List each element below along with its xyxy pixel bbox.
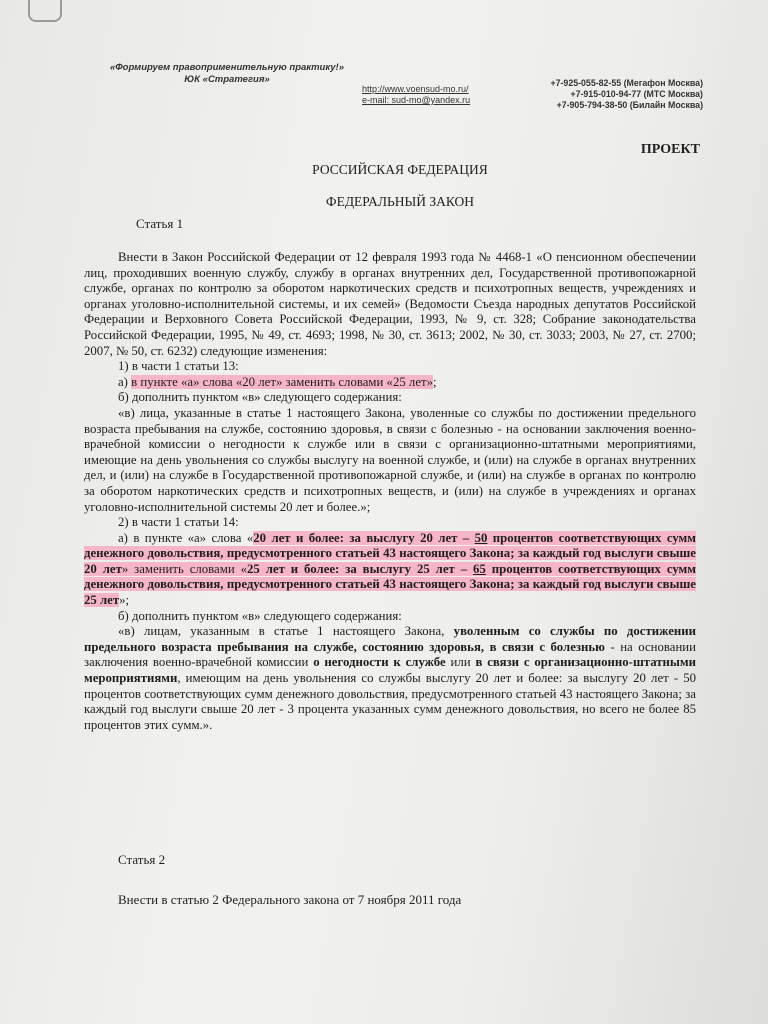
item-1b: б) дополнить пунктом «в» следующего содержания: (118, 390, 402, 405)
item-2a-t1: а) в пункте «а» слова « (118, 530, 254, 545)
item-2a-t2: » заменить словами « (121, 561, 247, 576)
header-org: ЮК «Стратегия» (184, 74, 270, 85)
item-1a-prefix: а) (118, 374, 132, 389)
phone-2: +7-915-010-94-77 (МТС Москва) (570, 89, 703, 99)
title-law: ФЕДЕРАЛЬНЫЙ ЗАКОН (325, 194, 475, 209)
title-federation: РОССИЙСКАЯ ФЕДЕРАЦИЯ (312, 162, 488, 177)
header-slogan-block (96, 62, 358, 86)
article-1-heading: Статья 1 (136, 216, 184, 231)
header-phones (528, 78, 703, 111)
item-2b: б) дополнить пунктом «в» следующего содержания: (118, 608, 402, 623)
item-2a-t3: »; (119, 593, 130, 608)
phone-3: +7-905-794-38-50 (Билайн Москва) (556, 100, 703, 110)
header-url[interactable]: http://www.voensud-mo.ru/ (362, 84, 469, 94)
item-1a-highlight: в пункте «а» слова «20 лет» заменить словами «25 лет» (131, 374, 433, 389)
item-1a-suffix: ; (433, 374, 437, 389)
draft-stamp: ПРОЕКТ (640, 142, 700, 157)
header-email[interactable]: e-mail: sud-mo@yandex.ru (362, 95, 471, 105)
header-slogan: «Формируем правоприменительную практику!» (109, 62, 345, 73)
item-1: 1) в части 1 статьи 13: (118, 359, 239, 374)
article-2-heading: Статья 2 (118, 852, 166, 867)
header-contacts (362, 84, 470, 106)
intro-paragraph: Внести в Закон Российской Федерации от 12 февраля 1993 года № 4468-1 «О пенсионном обеспечении лиц, проходивших военную службу, службу в органах внутренних дел, Государственной противопожарной службе, органах по контролю за оборотом наркотических средств и психотропных веществ, учреждениях и органах уголовно-исполнительной системы, и их семей» (Ведомости Съезда народных депутатов Российской Федерации и Верховного Совета Российской Федерации, 1993, № 9, ст. 328; Собрание законодательства Российской Федерации, 1995, № 49, ст. 4693; 1998, № 30, ст. 3613; 2002, № 30, ст. 3033; 2003, № 27, ст. 2700; 2007, № 50, ст. 6232) следующие изменения: (84, 250, 696, 358)
item-1a (84, 375, 696, 391)
law-body (84, 250, 696, 733)
article-2-text: Внести в статью 2 Федерального закона от 7 ноября 2011 года (118, 892, 462, 907)
item-2: 2) в части 1 статьи 14: (118, 515, 239, 530)
item-2a (84, 531, 696, 609)
phone-1: +7-925-055-82-55 (Мегафон Москва) (550, 78, 703, 88)
item-2v: «в) лицам, указанным в статье 1 настоящего Закона, уволенным со службы по достижении предельного возраста пребывания на службе, состоянию здоровья, в связи с болезнью - на основании заключения военно-врачебной комиссии о негодности к службе или в связи с организационно-штатными мероприятиями, имеющим на день увольнения со службы выслугу 20 лет и более: за выслугу 20 лет - 50 процентов соответствующих сумм денежного довольствия, предусмотренного статьей 43 настоящего Закона; за каждый год выслуги свыше 20 лет - 3 процента указанных сумм денежного довольствия, но всего не более 85 процентов этих сумм.». (84, 624, 697, 732)
item-2a-new-text: 25 лет и более: за выслугу 25 лет – 65 процентов соответствующих сумм денежного довольствия, предусмотренного статьей 43 настоящего Закона; за каждый год выслуги свыше 25 лет (84, 561, 696, 608)
item-1v: «в) лица, указанные в статье 1 настоящего Закона, уволенные со службы по достижении предельного возраста пребывания на службе, состоянию здоровья, в связи с болезнью - на основании заключения военно-врачебной комиссии о негодности к службе или в связи с организационно-штатными мероприятиями, имеющие на день увольнения со службы выслугу на военной службе, и (или) на службе в органах внутренних дел, и (или) на службе в Государственной противопожарной службе, и (или) на службе в органах по контролю за оборотом наркотических средств и психотропных веществ, и (или) на службе в учреждениях и органах уголовно-исполнительной системы 20 лет и более.»; (84, 405, 696, 514)
paper-clip (28, 0, 62, 22)
item-2a-old-text: 20 лет и более: за выслугу 20 лет – 50 процентов соответствующих сумм денежного довольствия, предусмотренного статьей 43 настоящего Закона; за каждый год выслуги свыше 20 лет (84, 530, 696, 576)
